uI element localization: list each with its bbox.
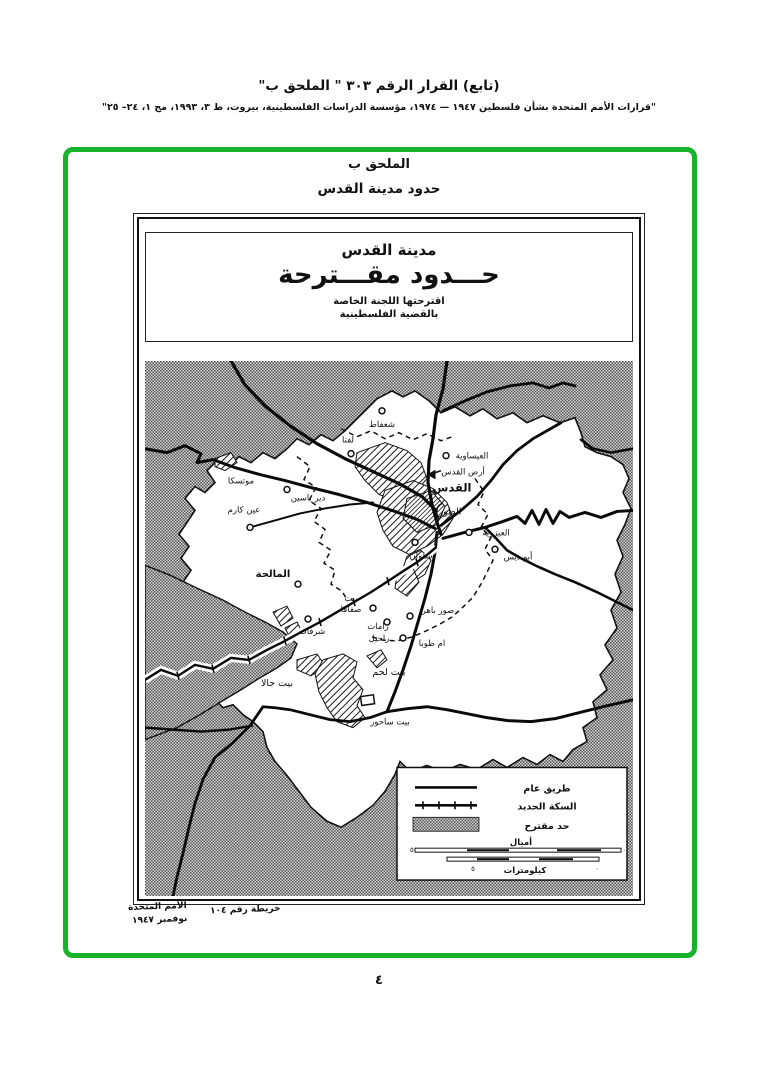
label-ein-karem: عين كارم bbox=[227, 504, 261, 515]
label-umm-tuba: ام طوبا bbox=[418, 637, 446, 648]
map-credit-org: الأمم المتحدة bbox=[127, 900, 187, 914]
label-sur-baher: صور باهر bbox=[421, 605, 455, 616]
label-sharafat: شرفات bbox=[298, 625, 326, 636]
page-number: ٤ bbox=[375, 973, 383, 988]
label-maliha: المالحة bbox=[255, 569, 291, 581]
map-legend bbox=[397, 767, 627, 880]
label-abu-dis: أبو ديس bbox=[503, 551, 533, 562]
label-ard-alquds: أرض القدس bbox=[441, 466, 485, 477]
legend-km-left: ٥ bbox=[471, 865, 475, 874]
label-lifta: لفتا bbox=[341, 434, 355, 445]
map-title-sub2: بالقضية الفلسطينية bbox=[339, 309, 439, 320]
map-number: خريطة رقم ١٠٤ bbox=[209, 903, 281, 917]
map-title-city: مدينة القدس bbox=[341, 241, 437, 259]
legend-km-right: ٠ bbox=[595, 865, 599, 874]
label-tur: الطور bbox=[438, 506, 462, 518]
annex-subtitle: حدود مدينة القدس bbox=[317, 181, 441, 197]
map-inner-frame bbox=[137, 217, 641, 901]
label-silwan: سلوان bbox=[409, 550, 433, 561]
legend-km-label: كيلومترات bbox=[503, 865, 547, 876]
legend-road-label: طريق عام bbox=[523, 783, 571, 795]
map-title-box bbox=[145, 232, 633, 342]
map-title-main: حـــدود مقـــترحة bbox=[278, 260, 500, 290]
jerusalem-map bbox=[145, 361, 633, 896]
source-citation: "قرارات الأمم المتحدة بشأن فلسطين ١٩٤٧ — ١٩٧٤، مؤسسة الدراسات الفلسطينية، بيروت، ط ٣، ١٩٩٣، مج ١، ٢٤– ٢٥" bbox=[102, 102, 656, 113]
legend-boundary-label: حد مقترح bbox=[524, 821, 570, 833]
map-credit-date: نوفمبر ١٩٤٧ bbox=[131, 914, 188, 926]
label-eizariya: العيزرية bbox=[482, 527, 510, 538]
legend-miles-left: ٥ bbox=[410, 846, 414, 855]
label-ramat-1: رامات bbox=[367, 621, 389, 631]
label-jerusalem: القدس bbox=[432, 480, 472, 495]
label-beit-safafa-1: بيت bbox=[344, 593, 358, 604]
resolution-header: (تابع) القرار الرقم ٣٠٣ " الملحق ب" bbox=[258, 78, 500, 94]
annex-title: الملحق ب bbox=[347, 157, 411, 172]
label-beit-sahour: بيت ساحور bbox=[370, 716, 410, 727]
label-deir-yassin: دير ياسين bbox=[290, 492, 326, 503]
label-issawiya: العيساوية bbox=[455, 450, 489, 461]
label-bethlehem: بيت لحم bbox=[372, 666, 406, 678]
label-beit-jala: بيت جالا bbox=[260, 677, 294, 689]
label-beit-safafa-2: صفافا bbox=[340, 604, 362, 615]
legend-miles-label: أميال bbox=[509, 837, 533, 848]
label-ramat-2: راحيل bbox=[368, 632, 390, 643]
beit-sahour-station bbox=[361, 695, 375, 706]
map-frame bbox=[133, 213, 645, 905]
label-shuafat: شعفاط bbox=[369, 418, 395, 429]
legend-railway-label: السكة الحديد bbox=[517, 801, 577, 813]
label-motza: موتسكا bbox=[227, 475, 255, 486]
map-title-sub1: اقترحتها اللجنة الخاصة bbox=[333, 296, 445, 307]
legend-miles-right: ٠ bbox=[622, 846, 626, 855]
